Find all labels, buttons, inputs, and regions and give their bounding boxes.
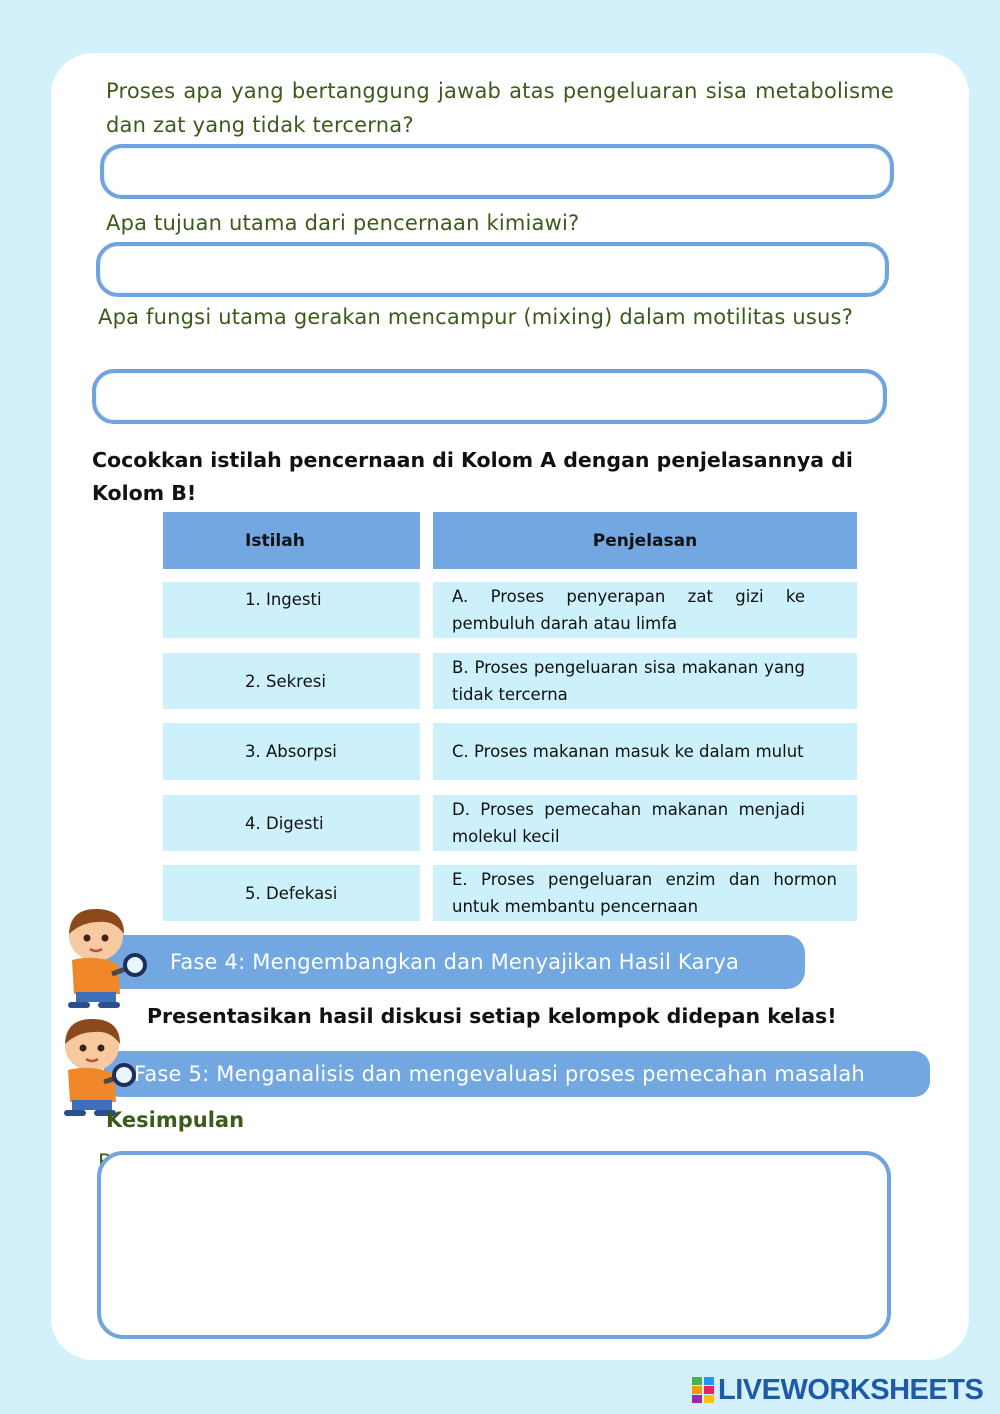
term-cell[interactable]: 1. Ingesti — [163, 582, 420, 638]
phase-4-instruction: Presentasikan hasil diskusi setiap kelompok didepan kelas! — [147, 1004, 837, 1028]
liveworksheets-logo — [692, 1373, 983, 1407]
liveworksheets-brand-text: LIVEWORKSHEETS — [718, 1373, 984, 1406]
term-cell[interactable]: 5. Defekasi — [163, 865, 420, 921]
explanation-cell[interactable]: E. Proses pengeluaran enzim dan hormon untuk membantu pencernaan — [433, 865, 857, 921]
answer-input-1[interactable] — [100, 144, 894, 199]
conclusion-input[interactable] — [97, 1151, 891, 1339]
kid-magnifier-icon — [52, 1010, 148, 1118]
answer-input-3[interactable] — [92, 369, 887, 424]
explanation-cell[interactable]: C. Proses makanan masuk ke dalam mulut — [433, 723, 857, 780]
kid-magnifier-icon — [58, 902, 154, 1010]
term-cell[interactable]: 4. Digesti — [163, 795, 420, 851]
term-cell[interactable]: 3. Absorpsi — [163, 723, 420, 780]
phase-5-banner: Fase 5: Menganalisis dan mengevaluasi proses pemecahan masalah — [104, 1051, 930, 1097]
explanation-cell[interactable]: B. Proses pengeluaran sisa makanan yang tidak tercerna — [433, 653, 857, 709]
conclusion-heading: Kesimpulan — [106, 1108, 245, 1132]
question-2-text: Apa tujuan utama dari pencernaan kimiawi? — [106, 211, 580, 235]
question-3-text: Apa fungsi utama gerakan mencampur (mixing) dalam motilitas usus? — [98, 305, 854, 329]
matching-instruction: Cocokkan istilah pencernaan di Kolom A dengan penjelasannya di Kolom B! — [92, 448, 853, 505]
phase-4-banner: Fase 4: Mengembangkan dan Menyajikan Hasil Karya — [100, 935, 805, 989]
term-cell[interactable]: 2. Sekresi — [163, 653, 420, 709]
answer-input-2[interactable] — [96, 242, 889, 297]
explanation-cell[interactable]: A. Proses penyerapan zat gizi ke pembuluh darah atau limfa — [433, 582, 857, 638]
liveworksheets-logo-icon — [692, 1377, 714, 1403]
explanation-cell[interactable]: D. Proses pemecahan makanan menjadi molekul kecil — [433, 795, 857, 851]
question-1-text: Proses apa yang bertanggung jawab atas pengeluaran sisa metabolisme dan zat yang tidak tercerna? — [106, 79, 894, 137]
column-a-header: Istilah — [163, 512, 420, 569]
column-b-header: Penjelasan — [433, 512, 857, 569]
